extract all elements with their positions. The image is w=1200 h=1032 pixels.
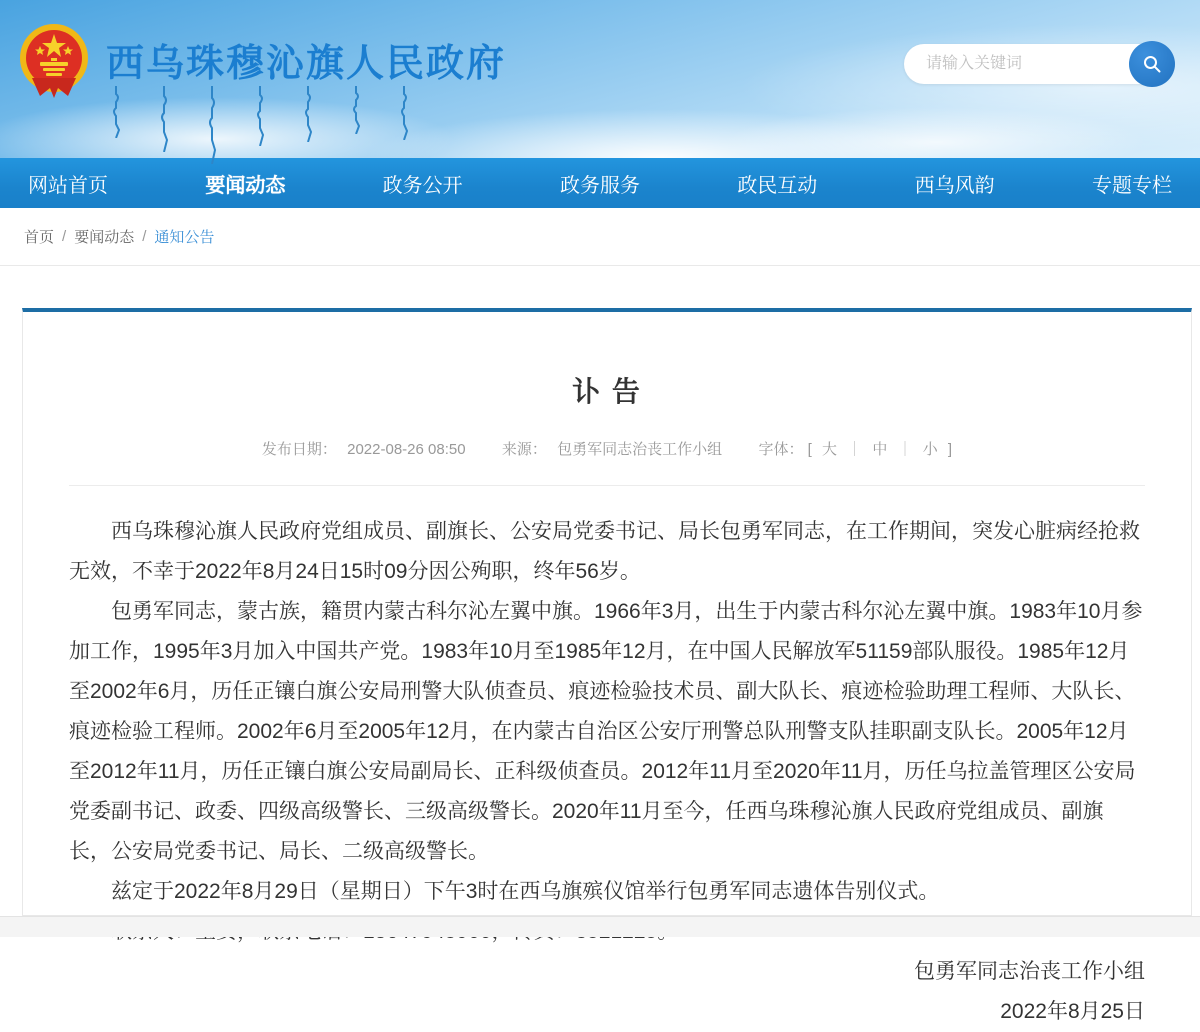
font-size-small-button[interactable]: 小 [922,441,938,458]
nav-item-interaction[interactable]: 政民互动 [737,174,818,197]
font-size-bracket: [ [807,441,812,458]
footer-strip [0,916,1200,937]
article-signature [23,952,1191,1032]
main-nav [0,158,1200,208]
china-national-emblem-icon [18,22,90,98]
nav-item-xiwu-style[interactable]: 西乌风韵 [914,174,995,197]
signature-date: 2022年8月25日 [1000,1000,1145,1023]
font-size-label: 字体： [758,441,804,458]
source-value: 包勇军同志治丧工作小组 [557,441,723,458]
nav-item-news[interactable]: 要闻动态 [205,174,286,197]
nav-item-gov-affairs[interactable]: 政务公开 [382,174,463,197]
source-label: 来源： [501,441,547,458]
search-button[interactable] [1129,41,1175,87]
breadcrumb-notices[interactable]: 通知公告 [154,229,215,246]
article-body [23,486,1191,952]
paragraph: 包勇军同志，蒙古族，籍贯内蒙古科尔沁左翼中旗。1966年3月，出生于内蒙古科尔沁左翼中旗。1983年10月参加工作，1995年3月加入中国共产党。1983年10月至1985年12月，在中国人民解放军51159部队服役。1985年12月至2002年6月，历任正镶白旗公安局刑警大队侦查员、痕迹检验技术员、副大队长、痕迹检验助理工程师、大队长、痕迹检验工程师。2002年6月至2005年12月，在内蒙古自治区公安厅刑警总队刑警支队挂职副支队长。2005年12月至2012年11月，历任正镶白旗公安局副局长、正科级侦查员。2012年11月至2020年11月，历任乌拉盖管理区公安局党委副书记、政委、四级高级警长、三级高级警长。2020年11月至今，任西乌珠穆沁旗人民政府党组成员、副旗长，公安局党委书记、局长、二级高级警长。 [69,600,1143,863]
paragraph: 兹定于2022年8月29日（星期日）下午3时在西乌旗殡仪馆举行包勇军同志遗体告别仪式。 [111,880,940,903]
breadcrumb-news[interactable]: 要闻动态 [74,229,135,246]
font-size-pipe: ｜ [847,441,863,458]
article-card [22,308,1192,1023]
font-size-bracket: ] [947,441,953,458]
search-icon [1142,54,1162,74]
nav-item-gov-services[interactable]: 政务服务 [559,174,640,197]
search-bar [904,44,1172,84]
breadcrumb-separator: / [142,228,147,245]
publish-date-label: 发布日期： [261,441,337,458]
site-title: 西乌珠穆沁旗人民政府 [106,43,507,85]
font-size-large-button[interactable]: 大 [821,441,837,458]
mongolian-vertical-script [112,86,408,164]
nav-item-home[interactable]: 网站首页 [28,174,108,197]
nav-item-special-topics[interactable]: 专题专栏 [1091,174,1172,197]
article-title: 讣 告 [572,376,642,407]
breadcrumb [0,208,1200,266]
paragraph: 西乌珠穆沁旗人民政府党组成员、副旗长、公安局党委书记、局长包勇军同志，在工作期间，突发心脏病经抢救无效，不幸于2022年8月24日15时09分因公殉职，终年56岁。 [69,520,1140,583]
breadcrumb-home[interactable]: 首页 [24,229,55,246]
article-meta [23,438,1191,459]
publish-date: 2022-08-26 08:50 [347,441,466,458]
signature-org: 包勇军同志治丧工作小组 [914,960,1145,983]
font-size-medium-button[interactable]: 中 [872,441,888,458]
breadcrumb-separator: / [62,228,67,245]
site-header [0,0,1200,158]
font-size-pipe: ｜ [897,441,913,458]
